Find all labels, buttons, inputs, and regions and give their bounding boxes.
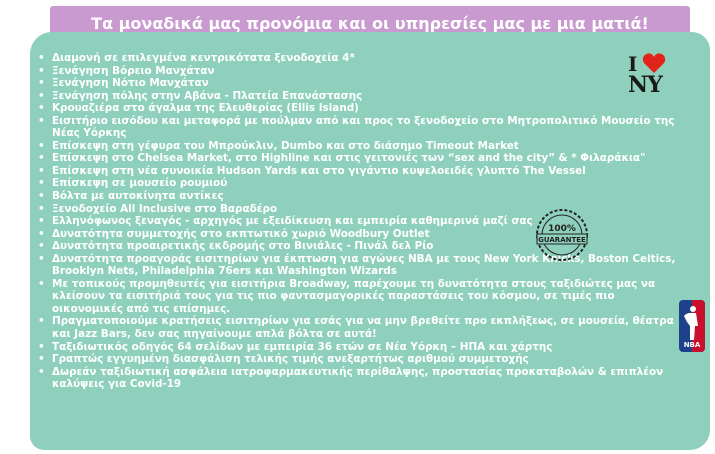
- list-item-text: Ξενοδοχείο All Inclusive στο Βαραδέρο: [52, 202, 278, 215]
- bullet-icon: •: [38, 240, 45, 253]
- bullet-icon: •: [38, 52, 45, 64]
- bullet-icon: •: [38, 114, 45, 127]
- list-item: [38, 90, 678, 103]
- list-item-text: Δυνατότητα συμμετοχής στο εκπτωτικό χωριό Woodbury Outlet: [52, 227, 430, 240]
- list-item-text: Δυνατότητα προαιρετικής εκδρομής στο Βινιάλες - Πινάλ δελ Ρίο: [52, 240, 434, 253]
- ny-logo-i: I: [628, 52, 638, 76]
- list-item: [38, 353, 678, 366]
- list-item: [38, 341, 678, 354]
- list-item: [38, 278, 678, 316]
- list-item-text: Πραγματοποιούμε κρατήσεις εισιτηρίων για εσάς για να μην βρεθείτε προ εκπλήξεως, σε μουσεία, θέατρα και Jazz Bars, δεν σας πηγαίνουμε απλά βόλτα σε αυτά!: [52, 315, 674, 341]
- list-item-text: Δυνατότητα προαγοράς εισιτηρίων για έκπτωση για αγώνες NBA με τους New York Knicks, Boston Celtics, Brooklyn Nets, Philadelphia 76ers και Washington Wizards: [52, 252, 676, 278]
- bullet-icon: •: [38, 139, 45, 152]
- bullet-icon: •: [38, 227, 45, 240]
- ny-logo-letters: NY: [628, 72, 662, 98]
- list-item: [38, 190, 678, 203]
- list-item: [38, 102, 678, 115]
- bullet-icon: •: [38, 315, 45, 328]
- list-item: [38, 152, 678, 165]
- i-love-ny-logo: [628, 52, 676, 98]
- bullet-icon: •: [38, 177, 45, 190]
- list-item-text: Δωρεάν ταξιδιωτική ασφάλεια ιατροφαρμακευτικής περίθαλψης, προστασίας προκαταβολών & επιπλέον καλύψεις για Covid-19: [52, 365, 664, 391]
- bullet-icon: •: [38, 277, 45, 290]
- list-item-text: Βόλτα με αυτοκίνητα αντίκες: [52, 190, 224, 203]
- heart-icon: [642, 52, 666, 74]
- list-item-text: Επίσκεψη στη νέα συνοικία Hudson Yards και στο γιγάντιο κυψελοειδές γλυπτό The Vessel: [52, 164, 586, 177]
- banner-title: Τα μοναδικά μας προνόμια και οι υπηρεσίες μας με μια ματιά!: [91, 13, 649, 33]
- guarantee-top-text: 100%: [548, 224, 576, 234]
- bullet-icon: •: [38, 77, 45, 90]
- list-item: [38, 115, 678, 140]
- list-item-text: Με τοπικούς προμηθευτές για εισιτήρια Broadway, παρέχουμε τη δυνατότητα στους ταξιδιώτες μας να κλείσουν τα εισιτήριά τους για τις πιο φαντασμαγορικές παραστάσεις του κόσμου, σε τιμές πιο οικονομικές από τις επίσημες.: [52, 277, 656, 315]
- bullet-icon: •: [38, 353, 45, 366]
- list-item: [38, 77, 678, 90]
- bullet-icon: •: [38, 202, 45, 215]
- list-item-text: Διαμονή σε επιλεγμένα κεντρικότατα ξενοδοχεία 4*: [52, 52, 355, 64]
- list-item: [38, 65, 678, 78]
- list-item-text: Ξενάγηση Βόρειο Μανχάταν: [52, 64, 215, 77]
- bullet-icon: •: [38, 89, 45, 102]
- list-item-text: Ξενάγηση πόλης στην Αβάνα - Πλατεία Επανάστασης: [52, 89, 363, 102]
- bullet-icon: •: [38, 190, 45, 203]
- guarantee-bottom-text: GUARANTEE: [538, 236, 586, 244]
- list-item-text: Επίσκεψη στη γέφυρα του Μπρούκλιν, Dumbo και στο διάσημο Timeout Market: [52, 139, 519, 152]
- list-item-text: Γραπτώς εγγυημένη διασφάλιση τελικής τιμής ανεξαρτήτως αριθμού συμμετοχής: [52, 353, 529, 366]
- list-item-text: Κρουαζιέρα στο άγαλμα της Ελευθερίας (Ellis Island): [52, 102, 359, 115]
- list-item: [38, 165, 678, 178]
- bullet-icon: •: [38, 64, 45, 77]
- nba-logo: [679, 300, 705, 352]
- bullet-icon: •: [38, 215, 45, 228]
- bullet-icon: •: [38, 340, 45, 353]
- guarantee-stamp-icon: [534, 207, 590, 263]
- list-item-text: Επίσκεψη στο Chelsea Market, στο Highline και στις γειτονιές των “sex and the city” & * Φιλαράκια": [52, 152, 646, 165]
- bullet-icon: •: [38, 152, 45, 165]
- list-item-text: Εισιτήριο εισόδου και μεταφορά με πούλμαν από και προς το ξενοδοχείο στο Μητροπολιτικό Μουσείο της Νέας Υόρκης: [52, 114, 675, 140]
- list-item-text: Επίσκεψη σε μουσείο ρουμιού: [52, 177, 228, 190]
- bullet-icon: •: [38, 252, 45, 265]
- list-item-text: Ξενάγηση Νότιο Μανχάταν: [52, 77, 209, 90]
- list-item-text: Ελληνόφωνος ξεναγός - αρχηγός με εξειδίκευση και εμπειρία καθημερινά μαζί σας: [52, 215, 533, 228]
- bullet-icon: •: [38, 365, 45, 378]
- list-item: [38, 315, 678, 340]
- list-item: [38, 366, 678, 391]
- list-item: [38, 140, 678, 153]
- list-item: [38, 177, 678, 190]
- bullet-icon: •: [38, 102, 45, 115]
- list-item: [38, 52, 678, 65]
- list-item-text: Ταξιδιωτικός οδηγός 64 σελίδων με εμπειρία 36 ετών σε Νέα Υόρκη – ΗΠΑ και χάρτης: [52, 340, 553, 353]
- bullet-icon: •: [38, 164, 45, 177]
- nba-logo-text: NBA: [683, 341, 701, 349]
